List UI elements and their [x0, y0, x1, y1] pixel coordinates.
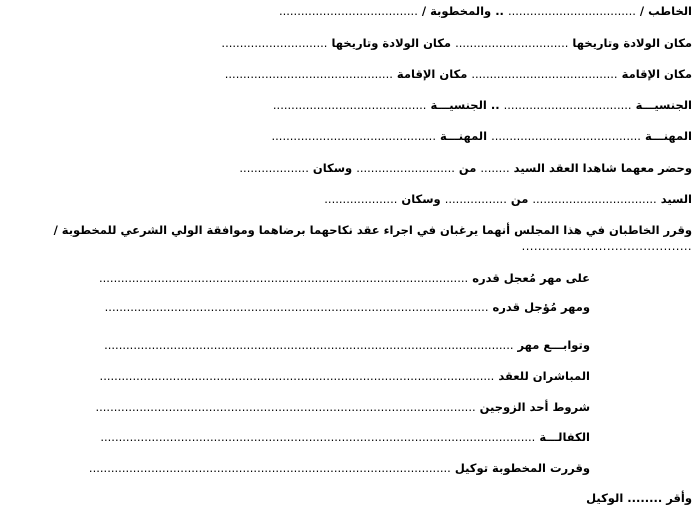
- label-profession-2: المهنـــة: [440, 129, 488, 143]
- label-nationality-1: الجنسيـــة: [635, 98, 692, 112]
- dots-residence-1: ........................................: [471, 67, 618, 81]
- field-label: الكفالـــة: [539, 430, 590, 444]
- field-label: ومهر مُؤجل قدره: [492, 300, 590, 314]
- row-residence: [225, 67, 692, 81]
- dots-profession-2: .............................................: [271, 129, 436, 143]
- label-witness-resident: وسكان: [312, 161, 353, 175]
- field-proxy: [89, 461, 590, 475]
- dots-residence-2: ..............................................: [224, 67, 393, 81]
- dots-khateb: ...................................: [507, 4, 636, 18]
- field-dots: ........................................................................................................: [95, 400, 476, 414]
- field-dots: .........................................................................................................: [104, 300, 489, 314]
- label-birthplace-1: مكان الولادة وتاريخها: [572, 36, 692, 50]
- field-mahr-extras: [104, 338, 590, 352]
- label-witnesses: وحضر معهما شاهدا العقد السيد: [513, 161, 692, 175]
- field-label: على مهر مُعجل قدره: [472, 271, 590, 285]
- label-profession-1: المهنـــة: [644, 129, 692, 143]
- field-label: وتوابـــع مهر: [517, 338, 590, 352]
- label-nationality-2: .. الجنسيـــة: [430, 98, 500, 112]
- dots-witness-resident: ...................: [239, 161, 309, 175]
- field-dots: .......................................................................................................................: [100, 430, 536, 444]
- field-guarantee: [100, 430, 590, 444]
- dots-birthplace-1: ...............................: [455, 36, 569, 50]
- label-birthplace-2: مكان الولادة وتاريخها: [331, 36, 452, 50]
- dots-sayyid-resident: ....................: [324, 192, 398, 206]
- label-sayyid-resident: وسكان: [401, 192, 441, 206]
- label-khateb: الخاطب /: [639, 4, 692, 18]
- field-contract-parties: [100, 369, 590, 383]
- row-nationality: [273, 98, 692, 112]
- dots-birthplace-2: .............................: [221, 36, 328, 50]
- dots-sayyid-name: ..................................: [532, 192, 657, 206]
- label-makhtouba: .. والمخطوبة /: [421, 4, 504, 18]
- cropped-bottom-line: وأقر ........ الوكيل: [586, 491, 692, 505]
- field-mahr-muajjal: [99, 271, 590, 285]
- row-birthplace: [221, 36, 692, 50]
- field-dots: ................................................................................................................: [104, 338, 514, 352]
- row-witnesses: [239, 161, 692, 175]
- dots-makhtouba: ......................................: [278, 4, 418, 18]
- field-label: شروط أحد الزوجين: [479, 400, 590, 414]
- label-sayyid-from: من: [510, 192, 529, 206]
- field-dots: ...................................................................................................: [88, 461, 451, 475]
- field-label: المباشران للعقد: [498, 369, 590, 383]
- dots-nationality-2: ..........................................: [272, 98, 427, 112]
- dots-profession-1: .........................................: [491, 129, 641, 143]
- row-profession: [272, 129, 693, 143]
- statement-line-1: وقرر الخاطبان في هذا المجلس أنهما يرغبان في اجراء عقد نكاحهما برضاهما وموافقة الولي الشرعي للمخطوبة /: [53, 223, 692, 237]
- label-witness-from: من: [458, 161, 477, 175]
- row-khateb: [279, 4, 692, 18]
- label-residence-1: مكان الإقامة: [621, 67, 692, 81]
- field-conditions: [95, 400, 590, 414]
- row-sayyid: [324, 192, 692, 206]
- dots-witness-from: ...........................: [356, 161, 455, 175]
- dots-sayyid-from: .................: [444, 192, 507, 206]
- field-mahr-muajjal-deferred: [105, 300, 590, 314]
- dots-nationality-1: ...................................: [503, 98, 632, 112]
- field-dots: ............................................................................................................: [99, 369, 495, 383]
- dots-witness-name: ........: [480, 161, 510, 175]
- statement-line-2: ..........................................: [521, 239, 692, 253]
- field-dots: .....................................................................................................: [98, 271, 469, 285]
- label-sayyid: السيد: [660, 192, 692, 206]
- field-label: وقررت المخطوبة توكيل: [454, 461, 590, 475]
- label-residence-2: مكان الإقامة: [396, 67, 468, 81]
